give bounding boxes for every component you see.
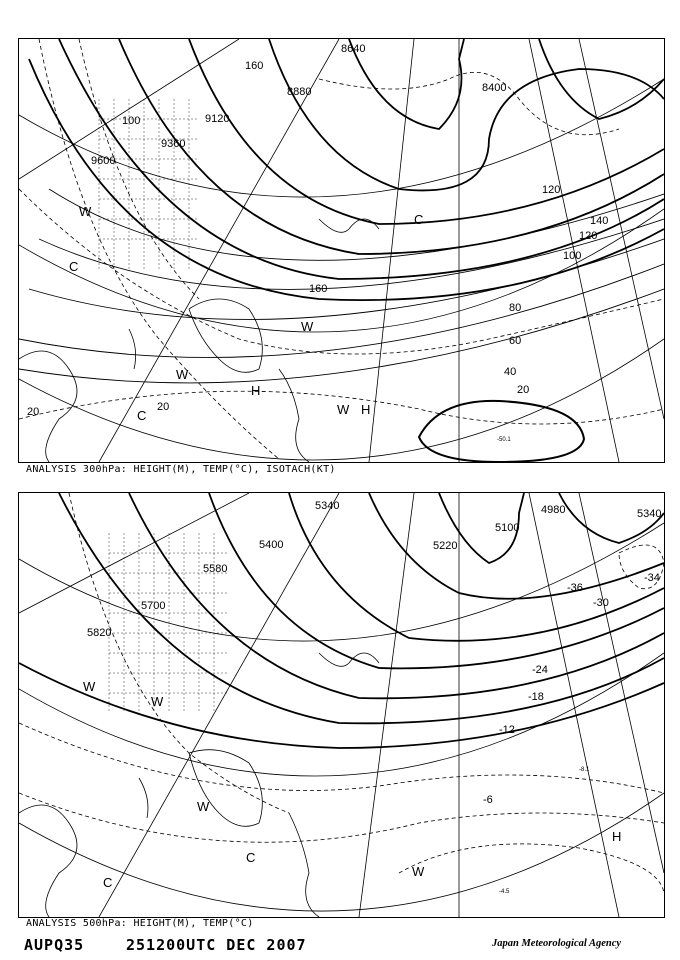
isotach-label: 20 <box>157 401 170 413</box>
temp-label: -30 <box>593 597 609 609</box>
height-label: 5580 <box>203 563 228 575</box>
height-label: 9360 <box>161 138 186 150</box>
pressure-center-label: W <box>151 694 164 709</box>
isotach-label: 120 <box>542 184 561 196</box>
isotach-closed-contour <box>419 401 584 462</box>
pressure-center-label: H <box>251 383 261 398</box>
pressure-center-label: W <box>197 799 210 814</box>
height-label: 5400 <box>259 539 284 551</box>
isotach-label: 40 <box>504 366 517 378</box>
stipple-region <box>99 99 199 269</box>
height-contours <box>19 493 664 748</box>
map-panel-500hpa <box>18 492 665 918</box>
stipple-region <box>109 533 229 713</box>
pressure-center-label: C <box>103 875 113 890</box>
latlon-grid <box>19 493 664 917</box>
caption-500hpa: ANALYSIS 500hPa: HEIGHT(M), TEMP(°C) <box>26 918 254 929</box>
coastlines <box>19 219 379 462</box>
height-label: 8640 <box>341 43 366 55</box>
temp-label: -12 <box>499 724 515 736</box>
height-label: 9120 <box>205 113 230 125</box>
isotach-label: 20 <box>517 384 530 396</box>
pressure-center-label: C <box>246 850 256 865</box>
pressure-center-label: W <box>83 679 96 694</box>
height-label: 9600 <box>91 155 116 167</box>
height-label: 5700 <box>141 600 166 612</box>
temp-label: -36 <box>567 582 583 594</box>
pressure-center-label: C <box>137 408 147 423</box>
coastlines <box>19 653 379 917</box>
pressure-center-label: H <box>361 402 371 417</box>
analysis-datetime: 251200UTC DEC 2007 <box>126 936 307 954</box>
pressure-center-label: W <box>301 319 314 334</box>
map-500hpa-graphic <box>19 493 664 917</box>
observation-value: -8.1 <box>579 767 590 773</box>
height-label: 5100 <box>495 522 520 534</box>
chart-code: AUPQ35 <box>24 936 85 954</box>
height-label: 5220 <box>433 540 458 552</box>
height-label: 5340 <box>315 500 340 512</box>
height-label: 4980 <box>541 504 566 516</box>
isotach-label: 140 <box>590 215 609 227</box>
observation-value: -50.1 <box>497 437 511 443</box>
isotach-label: 160 <box>245 60 264 72</box>
isotach-label: 100 <box>122 115 141 127</box>
temperature-isotherms <box>19 39 664 459</box>
temp-label: -18 <box>528 691 544 703</box>
observation-value: -4.5 <box>499 889 510 895</box>
pressure-center-label: C <box>69 259 79 274</box>
height-label: 5820 <box>87 627 112 639</box>
height-label: 8880 <box>287 86 312 98</box>
pressure-center-label: W <box>79 204 92 219</box>
isotach-label: 80 <box>509 302 522 314</box>
map-panel-300hpa <box>18 38 665 463</box>
temp-label: -34 <box>644 572 660 584</box>
temp-label: -6 <box>483 794 493 806</box>
pressure-center-label: W <box>412 864 425 879</box>
isotach-label: 20 <box>27 406 40 418</box>
pressure-center-label: W <box>176 367 189 382</box>
pressure-center-label: H <box>612 829 622 844</box>
isotach-label: 160 <box>309 283 328 295</box>
map-300hpa-graphic <box>19 39 664 462</box>
caption-300hpa: ANALYSIS 300hPa: HEIGHT(M), TEMP(°C), ISOTACH(KT) <box>26 464 336 475</box>
isotach-label: 60 <box>509 335 522 347</box>
height-label: 5340 <box>637 508 662 520</box>
pressure-center-label: C <box>414 212 424 227</box>
isotach-label: 100 <box>563 250 582 262</box>
temp-label: -24 <box>532 664 548 676</box>
isotach-label: 120 <box>579 230 598 242</box>
pressure-center-label: W <box>337 402 350 417</box>
height-label: 8400 <box>482 82 507 94</box>
agency-name: Japan Meteorological Agency <box>492 938 622 949</box>
